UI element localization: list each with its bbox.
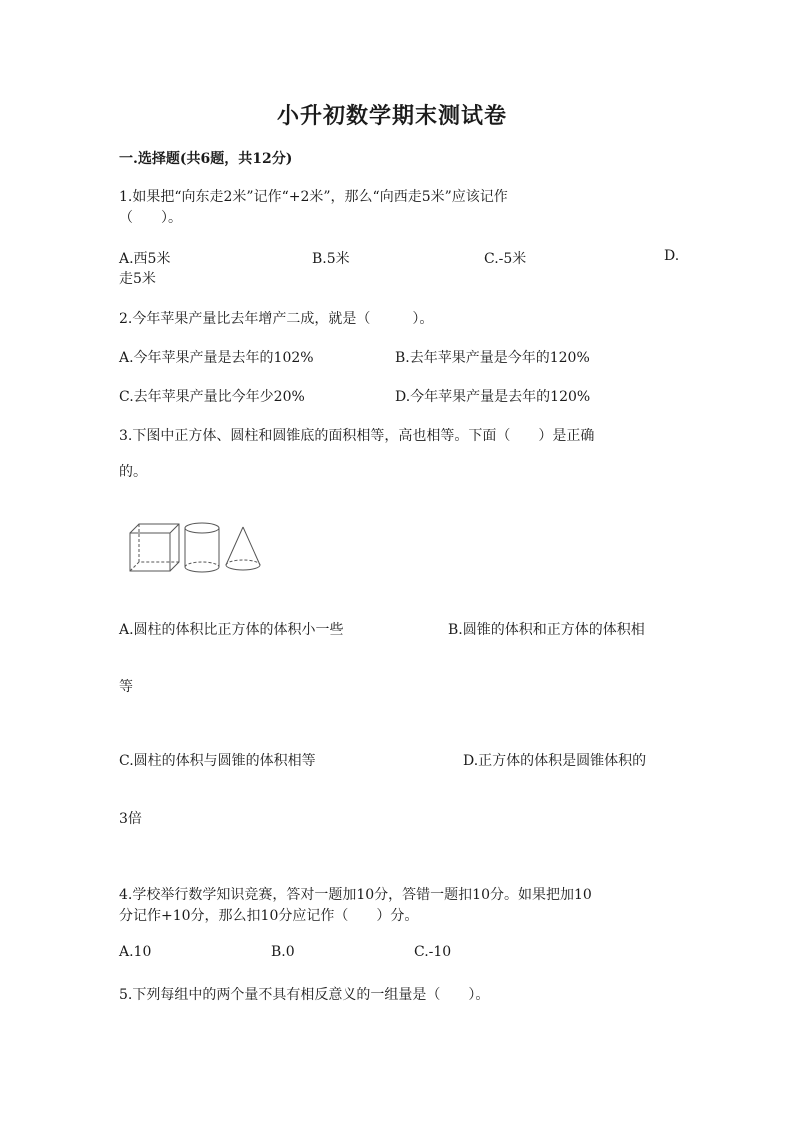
cylinder-sides <box>185 528 219 567</box>
question-3-option-b: B.圆锥的体积和正方体的体积相 <box>448 622 645 638</box>
question-3-text-cont: 的。 <box>119 464 147 480</box>
question-3-option-d: D.正方体的体积是圆锥体积的 <box>463 753 647 769</box>
cylinder-bottom-back <box>185 562 219 567</box>
question-2-option-c: C.去年苹果产量比今年少20% <box>119 389 305 405</box>
question-2-option-b: B.去年苹果产量是今年的120% <box>395 350 590 366</box>
question-3-option-d-cont: 3倍 <box>119 811 142 827</box>
question-5-text: 5.下列每组中的两个量不具有相反意义的一组量是（ ）。 <box>119 987 490 1003</box>
question-2-option-d: D.今年苹果产量是去年的120% <box>395 389 591 405</box>
question-1-text-cont: （ ）。 <box>119 210 182 226</box>
question-3-option-c: C.圆柱的体积与圆锥的体积相等 <box>119 753 316 769</box>
cube-cylinder-cone-diagram <box>126 520 266 576</box>
cylinder-top <box>185 523 219 533</box>
question-3-option-b-cont: 等 <box>119 679 133 695</box>
cone-base-back <box>226 560 260 565</box>
cube-front-face <box>130 533 170 571</box>
question-1-option-b: B.5米 <box>312 251 350 267</box>
question-4-option-b: B.0 <box>271 944 295 960</box>
question-3-option-a: A.圆柱的体积比正方体的体积小一些 <box>119 622 344 638</box>
section-heading-choice: 一.选择题(共6题，共12分) <box>119 151 293 167</box>
question-2-option-a: A.今年苹果产量是去年的102% <box>119 350 314 366</box>
question-1-option-d: D. <box>664 248 680 264</box>
question-4-text-cont: 分记作+10分，那么扣10分应记作（ ）分。 <box>119 908 419 924</box>
question-1-option-a: A.西5米 <box>119 251 171 267</box>
cylinder-bottom-front <box>185 567 219 572</box>
question-1-option-d-cont: 走5米 <box>119 271 156 287</box>
question-1-text: 1.如果把“向东走2米”记作“+2米”，那么“向西走5米”应该记作 <box>119 189 508 205</box>
question-2-text: 2.今年苹果产量比去年增产二成，就是（ ）。 <box>119 311 434 327</box>
question-4-option-c: C.-10 <box>414 944 452 960</box>
question-3-text: 3.下图中正方体、圆柱和圆锥底的面积相等，高也相等。下面（ ）是正确 <box>119 428 595 444</box>
cone-base-front <box>226 565 260 570</box>
cone-sides <box>226 527 260 565</box>
solids-figure <box>126 520 266 576</box>
question-4-option-a: A.10 <box>119 944 152 960</box>
page-title: 小升初数学期末测试卷 <box>277 103 508 129</box>
question-1-option-c: C.-5米 <box>484 251 527 267</box>
question-4-text: 4.学校举行数学知识竞赛，答对一题加10分，答错一题扣10分。如果把加10 <box>119 887 592 903</box>
